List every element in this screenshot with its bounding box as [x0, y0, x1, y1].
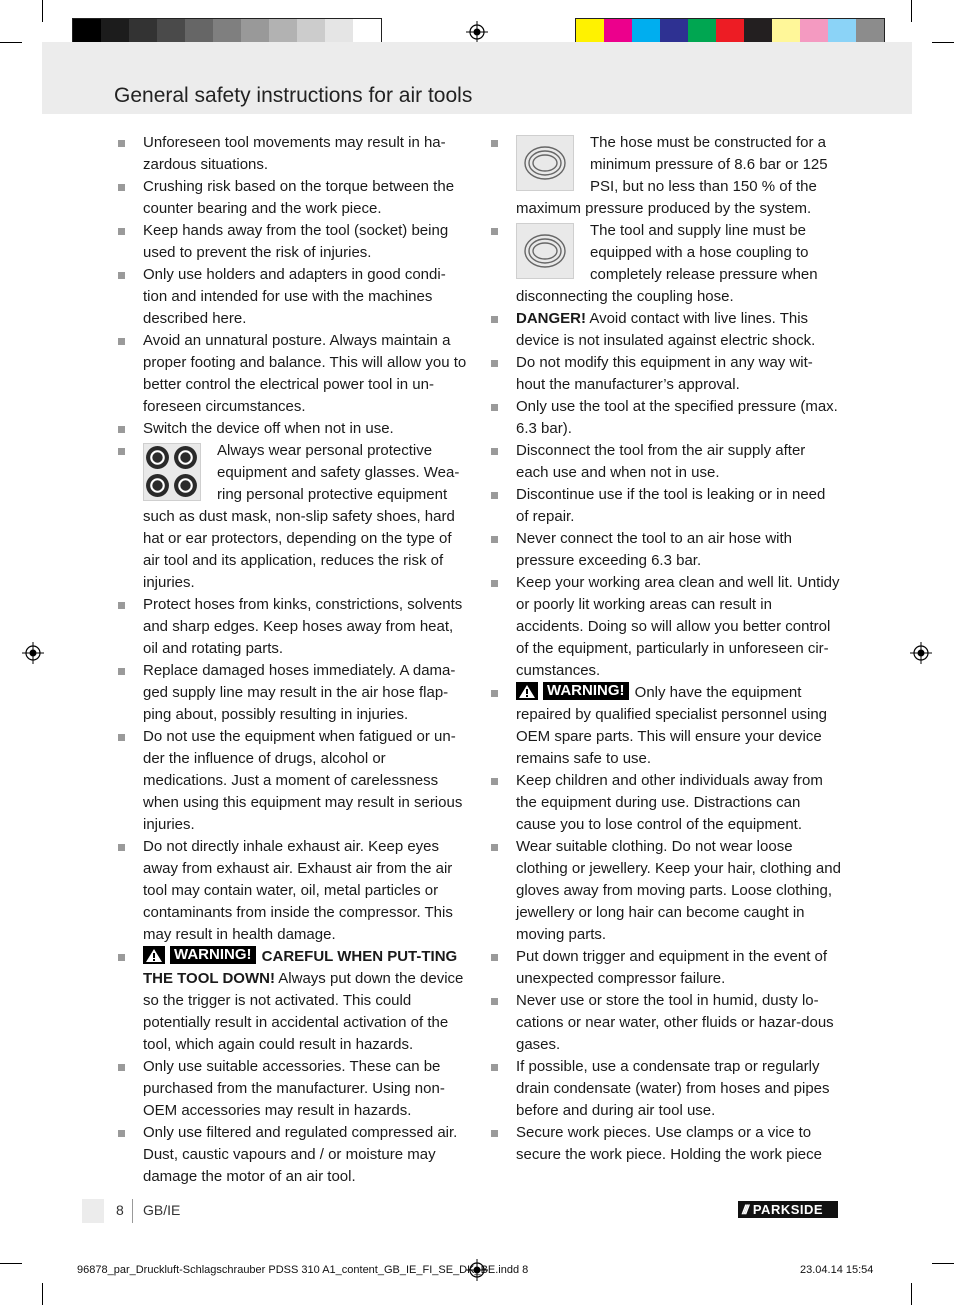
ppe-icon [143, 443, 201, 501]
bullet-icon [491, 140, 498, 147]
list-item [491, 770, 841, 836]
bullet-icon [118, 844, 125, 851]
bullet-icon [491, 448, 498, 455]
bold-lead: CAREFUL WHEN PUT-TING THE TOOL DOWN! [143, 948, 458, 987]
crop-mark [0, 1263, 22, 1264]
warning-text: WARNING! [543, 682, 629, 700]
brand-slashes: /// [742, 1202, 747, 1217]
item-text: Keep children and other individuals away from the equipment during use. Distractions can cause you to lose control of the equipment. [516, 772, 823, 833]
item-text: Avoid an unnatural posture. Always maintain a proper footing and balance. This will allow you to better control the electrical power tool in un-foreseen circumstances. [143, 332, 467, 415]
left-column [118, 132, 468, 1188]
item-text: Do not use the equipment when fatigued or un-der the influence of drugs, alcohol or medications. Just a moment of carelessness when using this equipment may result in serious injuries. [143, 728, 463, 833]
item-text: If possible, use a condensate trap or regularly drain condensate (water) from hoses and pipes before and during air tool use. [516, 1058, 830, 1119]
page-title: General safety instructions for air tools [114, 84, 473, 107]
list-item [118, 176, 468, 220]
bullet-icon [491, 1064, 498, 1071]
print-slug-file: 96878_par_Druckluft-Schlagschrauber PDSS 310 A1_content_GB_IE_FI_SE_DK_BE.indd 8 [77, 1264, 529, 1276]
item-text: Disconnect the tool from the air supply after each use and when not in use. [516, 442, 806, 481]
bullet-icon [491, 404, 498, 411]
bullet-icon [491, 1130, 498, 1137]
item-text: Keep your working area clean and well lit. Untidy or poorly lit working areas can result in accidents. Doing so will allow you better control of the equipment, particularly in unforeseen cir-cumstances. [516, 574, 840, 679]
list-item [118, 1122, 468, 1188]
list-item [491, 1056, 841, 1122]
list-item [491, 990, 841, 1056]
item-text: Avoid contact with live lines. This device is not insulated against electric shock. [516, 310, 816, 349]
hose-coil-icon [517, 136, 573, 190]
list-item [491, 308, 841, 352]
list-item [491, 528, 841, 572]
list-item [118, 220, 468, 264]
crop-mark [911, 1283, 912, 1305]
list-item [118, 1056, 468, 1122]
list-item [491, 440, 841, 484]
bullet-icon [118, 602, 125, 609]
crop-mark [42, 0, 43, 22]
list-item [118, 264, 468, 330]
item-text: Put down trigger and equipment in the event of unexpected compressor failure. [516, 948, 828, 987]
bullet-icon [491, 580, 498, 587]
bullet-icon [118, 668, 125, 675]
bullet-icon [118, 1064, 125, 1071]
item-text: Unforeseen tool movements may result in ha-zardous situations. [143, 134, 446, 173]
crop-mark [911, 0, 912, 22]
right-column [491, 132, 841, 1166]
list-item [118, 440, 468, 594]
list-item [491, 352, 841, 396]
list-item [491, 682, 841, 770]
item-text: Switch the device off when not in use. [143, 420, 394, 437]
bullet-icon [118, 448, 125, 455]
item-text: Keep hands away from the tool (socket) being used to prevent the risk of injuries. [143, 222, 449, 261]
item-text: The tool and supply line must be equipped with a hose coupling to completely release pressure when disconnecting the coupling hose. [516, 222, 818, 305]
crop-mark [932, 1263, 954, 1264]
warning-triangle-icon [516, 682, 538, 700]
item-text: Secure work pieces. Use clamps or a vice to secure the work piece. Holding the work piece [516, 1124, 822, 1163]
list-item [491, 946, 841, 990]
item-text: Only use holders and adapters in good condi-tion and intended for use with the machines described here. [143, 266, 446, 327]
bullet-icon [491, 536, 498, 543]
list-item [491, 1122, 841, 1166]
hose-icon [516, 223, 574, 279]
warning-text: WARNING! [170, 946, 256, 964]
bullet-icon [491, 690, 498, 697]
bullet-icon [491, 228, 498, 235]
page-number: 8 [116, 1202, 124, 1218]
language-code: GB/IE [143, 1202, 181, 1218]
list-item [118, 660, 468, 726]
list-item [491, 132, 841, 220]
bullet-icon [118, 228, 125, 235]
hose-coil-icon [517, 224, 573, 278]
list-item [491, 396, 841, 440]
bullet-icon [491, 492, 498, 499]
bullet-icon [118, 1130, 125, 1137]
list-item [118, 330, 468, 418]
crop-mark [932, 42, 954, 43]
bullet-icon [491, 360, 498, 367]
list-item [118, 726, 468, 836]
registration-mark-icon [22, 642, 44, 664]
page-number-box [82, 1199, 104, 1223]
crop-mark [0, 42, 22, 43]
print-slug-date: 23.04.14 15:54 [800, 1264, 874, 1276]
bullet-icon [118, 338, 125, 345]
list-item [491, 220, 841, 308]
gloves-icon [173, 473, 198, 498]
brand-logo [738, 1201, 838, 1218]
list-item [118, 946, 468, 1056]
footer-divider [132, 1199, 133, 1223]
bold-lead: DANGER! [516, 310, 586, 327]
hose-icon [516, 135, 574, 191]
bullet-icon [491, 844, 498, 851]
item-text: Always wear personal protective equipment and safety glasses. Wea-ring personal protective equipment such as dust mask, non-slip safety shoes, hard hat or ear protectors, depending on the type of air tool and its application, reduces the risk of injuries. [143, 442, 460, 591]
item-text: The hose must be constructed for a minimum pressure of 8.6 bar or 125 PSI, but no less than 150 % of the maximum pressure produced by the system. [516, 134, 828, 217]
item-text: Discontinue use if the tool is leaking or in need of repair. [516, 486, 826, 525]
list-item [491, 572, 841, 682]
bullet-icon [118, 954, 125, 961]
warning-label [143, 946, 256, 964]
item-text: Never use or store the tool in humid, dusty lo-cations or near water, other fluids or hazar-dous gases. [516, 992, 834, 1053]
safety-glasses-icon [145, 473, 170, 498]
item-text: Only use suitable accessories. These can be purchased from the manufacturer. Using non-OEM accessories may result in hazards. [143, 1058, 445, 1119]
bullet-icon [491, 954, 498, 961]
warning-label [516, 682, 629, 700]
list-item [491, 836, 841, 946]
crop-mark [42, 1283, 43, 1305]
item-text: Only use filtered and regulated compressed air. Dust, caustic vapours and / or moisture may damage the motor of an air tool. [143, 1124, 458, 1185]
warning-triangle-icon [143, 946, 165, 964]
item-text: Protect hoses from kinks, constrictions, solvents and sharp edges. Keep hoses away from heat, oil and rotating parts. [143, 596, 463, 657]
ear-protection-icon [145, 445, 170, 470]
list-item [118, 836, 468, 946]
item-text: Replace damaged hoses immediately. A dama-ged supply line may result in the air hose flap-ping about, possibly resulting in injuries. [143, 662, 456, 723]
item-text: Always put down the device so the trigger is not activated. This could potentially result in accidental activation of the tool, which again could result in hazards. [143, 970, 464, 1053]
item-text: Do not directly inhale exhaust air. Keep eyes away from exhaust air. Exhaust air from the air tool may contain water, oil, metal particles or contaminants from inside the compressor. This may result in health damage. [143, 838, 453, 943]
brand-name: PARKSIDE [752, 1202, 824, 1217]
list-item [118, 132, 468, 176]
bullet-icon [118, 184, 125, 191]
item-text: Crushing risk based on the torque between the counter bearing and the work piece. [143, 178, 455, 217]
bullet-icon [491, 778, 498, 785]
item-text: Never connect the tool to an air hose with pressure exceeding 6.3 bar. [516, 530, 792, 569]
list-item [491, 484, 841, 528]
item-text: Do not modify this equipment in any way wit-hout the manufacturer’s approval. [516, 354, 813, 393]
registration-mark-icon [466, 21, 488, 43]
bullet-icon [491, 998, 498, 1005]
registration-mark-icon [910, 642, 932, 664]
bullet-icon [118, 272, 125, 279]
bullet-icon [118, 140, 125, 147]
item-text: Only have the equipment repaired by qualified specialist personnel using OEM spare parts. This will ensure your device remains safe to use. [516, 684, 828, 767]
bullet-icon [118, 426, 125, 433]
item-text: Only use the tool at the specified pressure (max. 6.3 bar). [516, 398, 838, 437]
face-shield-icon [173, 445, 198, 470]
bullet-icon [118, 734, 125, 741]
list-item [118, 418, 468, 440]
list-item [118, 594, 468, 660]
bullet-icon [491, 316, 498, 323]
item-text: Wear suitable clothing. Do not wear loose clothing or jewellery. Keep your hair, clothing and gloves away from moving parts. Loose clothing, jewellery or long hair can become caught in moving parts. [516, 838, 841, 943]
